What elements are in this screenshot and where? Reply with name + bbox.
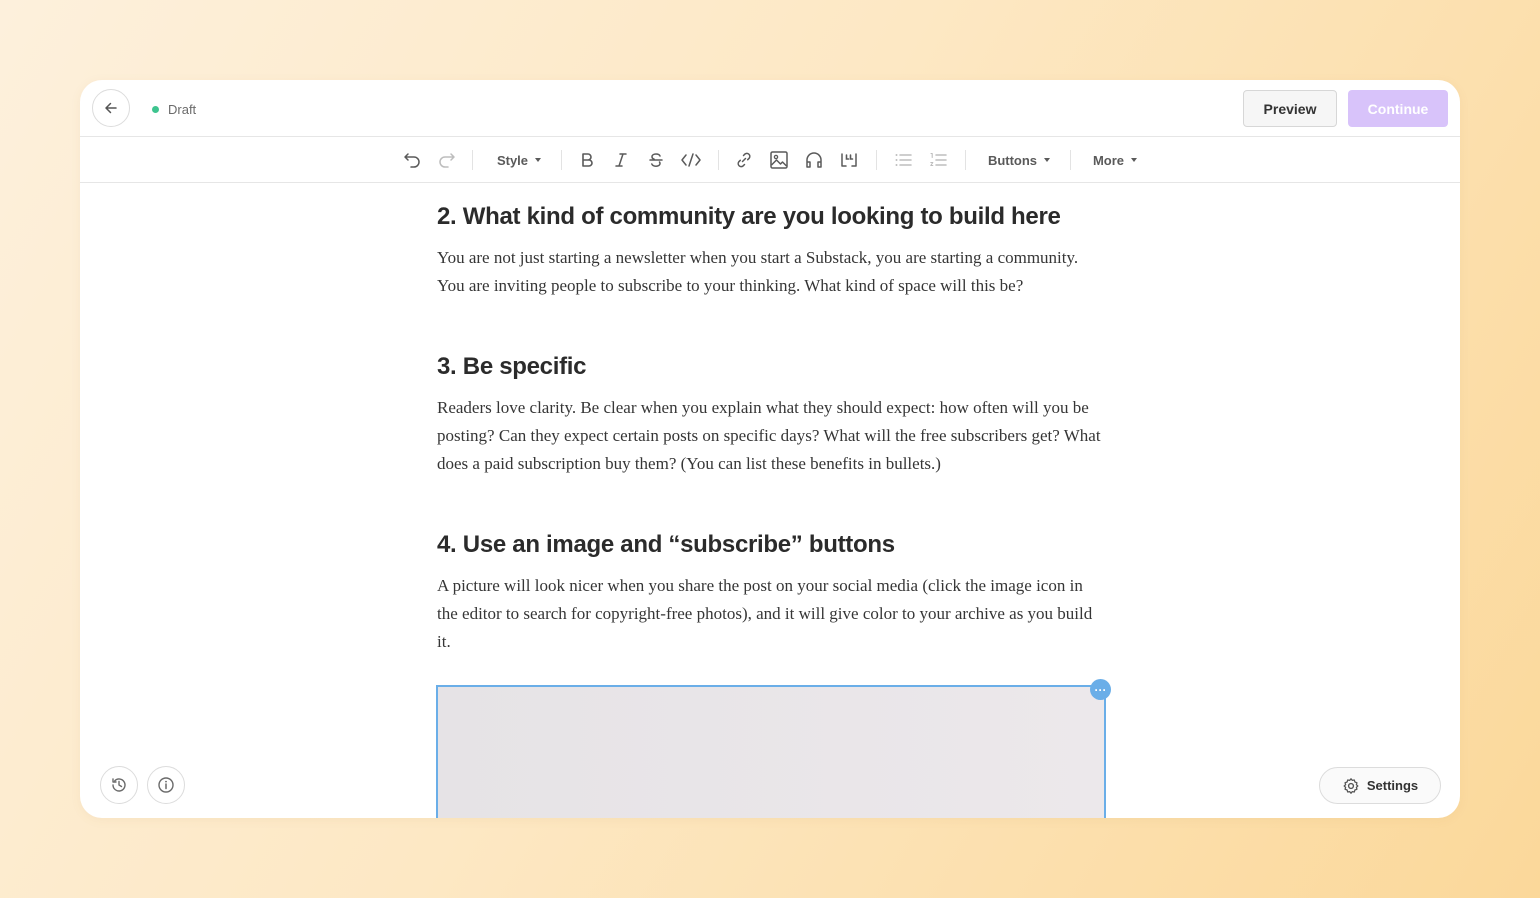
image-icon [769,150,789,170]
undo-icon [402,150,422,170]
history-icon [110,776,128,794]
toolbar-divider [1070,150,1071,170]
numbered-list-icon [928,150,948,170]
italic-button[interactable] [609,148,633,172]
continue-button[interactable]: Continue [1348,90,1448,127]
code-icon [680,151,702,169]
image-block[interactable] [436,682,1107,818]
back-button[interactable] [92,89,130,127]
more-horizontal-icon: ··· [1094,682,1107,697]
strikethrough-button[interactable] [644,148,668,172]
arrow-left-icon [103,100,119,116]
settings-button[interactable] [1319,767,1441,804]
settings-label: Settings [1366,778,1419,793]
more-dropdown-label: More [1092,152,1125,168]
link-button[interactable] [732,148,756,172]
section-heading[interactable]: 3. Be specific [437,353,587,380]
link-icon [734,150,754,170]
history-button[interactable] [100,766,138,804]
editor-header [80,80,1460,137]
bold-button[interactable] [575,148,599,172]
caret-down-icon [535,158,541,162]
caret-down-icon [1044,158,1050,162]
more-dropdown[interactable] [1090,148,1140,172]
section-heading[interactable]: 4. Use an image and “subscribe” buttons [437,531,895,558]
style-dropdown-label: Style [496,152,529,168]
strikethrough-icon [647,151,665,169]
toolbar-divider [965,150,966,170]
status-label: Draft [168,101,197,117]
toolbar-divider [472,150,473,170]
section-paragraph[interactable]: A picture will look nicer when you share the post on your social media (click the image icon in the editor to search for copyright-free photos), and it will give color to your archive as you build it. [437,576,1093,651]
audio-icon [804,150,824,170]
section-heading[interactable]: 2. What kind of community are you looking to build here [437,203,1061,230]
editor-window [80,80,1460,818]
buttons-dropdown[interactable] [986,148,1052,172]
audio-button[interactable] [802,148,826,172]
toolbar-divider [561,150,562,170]
section-paragraph[interactable]: Readers love clarity. Be clear when you explain what they should expect: how often will you be posting? Can they expect certain posts on specific days? What will the free subscribers get? What does a paid subscription buy them? (You can list these benefits in bullets.) [437,398,1101,473]
undo-button[interactable] [400,148,424,172]
style-dropdown[interactable] [494,148,544,172]
gear-icon [1342,777,1360,795]
blockquote-button[interactable] [837,148,861,172]
italic-icon [612,151,630,169]
section-paragraph[interactable]: You are not just starting a newsletter when you start a Substack, you are starting a community. You are inviting people to subscribe to your thinking. What kind of space will this be? [437,248,1079,295]
formatting-toolbar [80,137,1460,183]
info-button[interactable] [147,766,185,804]
bold-icon [578,151,596,169]
caret-down-icon [1131,158,1137,162]
blockquote-icon [839,150,859,170]
toolbar-divider [876,150,877,170]
bulleted-list-icon [893,150,913,170]
bulleted-list-button[interactable] [891,148,915,172]
code-button[interactable] [678,148,704,172]
post-status [152,99,196,119]
image-options-button[interactable] [1090,679,1111,700]
image-button[interactable] [767,148,791,172]
info-icon [157,776,175,794]
buttons-dropdown-label: Buttons [987,152,1038,168]
redo-icon [437,150,457,170]
status-dot [152,106,159,113]
preview-button[interactable]: Preview [1243,90,1337,127]
toolbar-divider [718,150,719,170]
redo-button[interactable] [435,148,459,172]
numbered-list-button[interactable] [926,148,950,172]
